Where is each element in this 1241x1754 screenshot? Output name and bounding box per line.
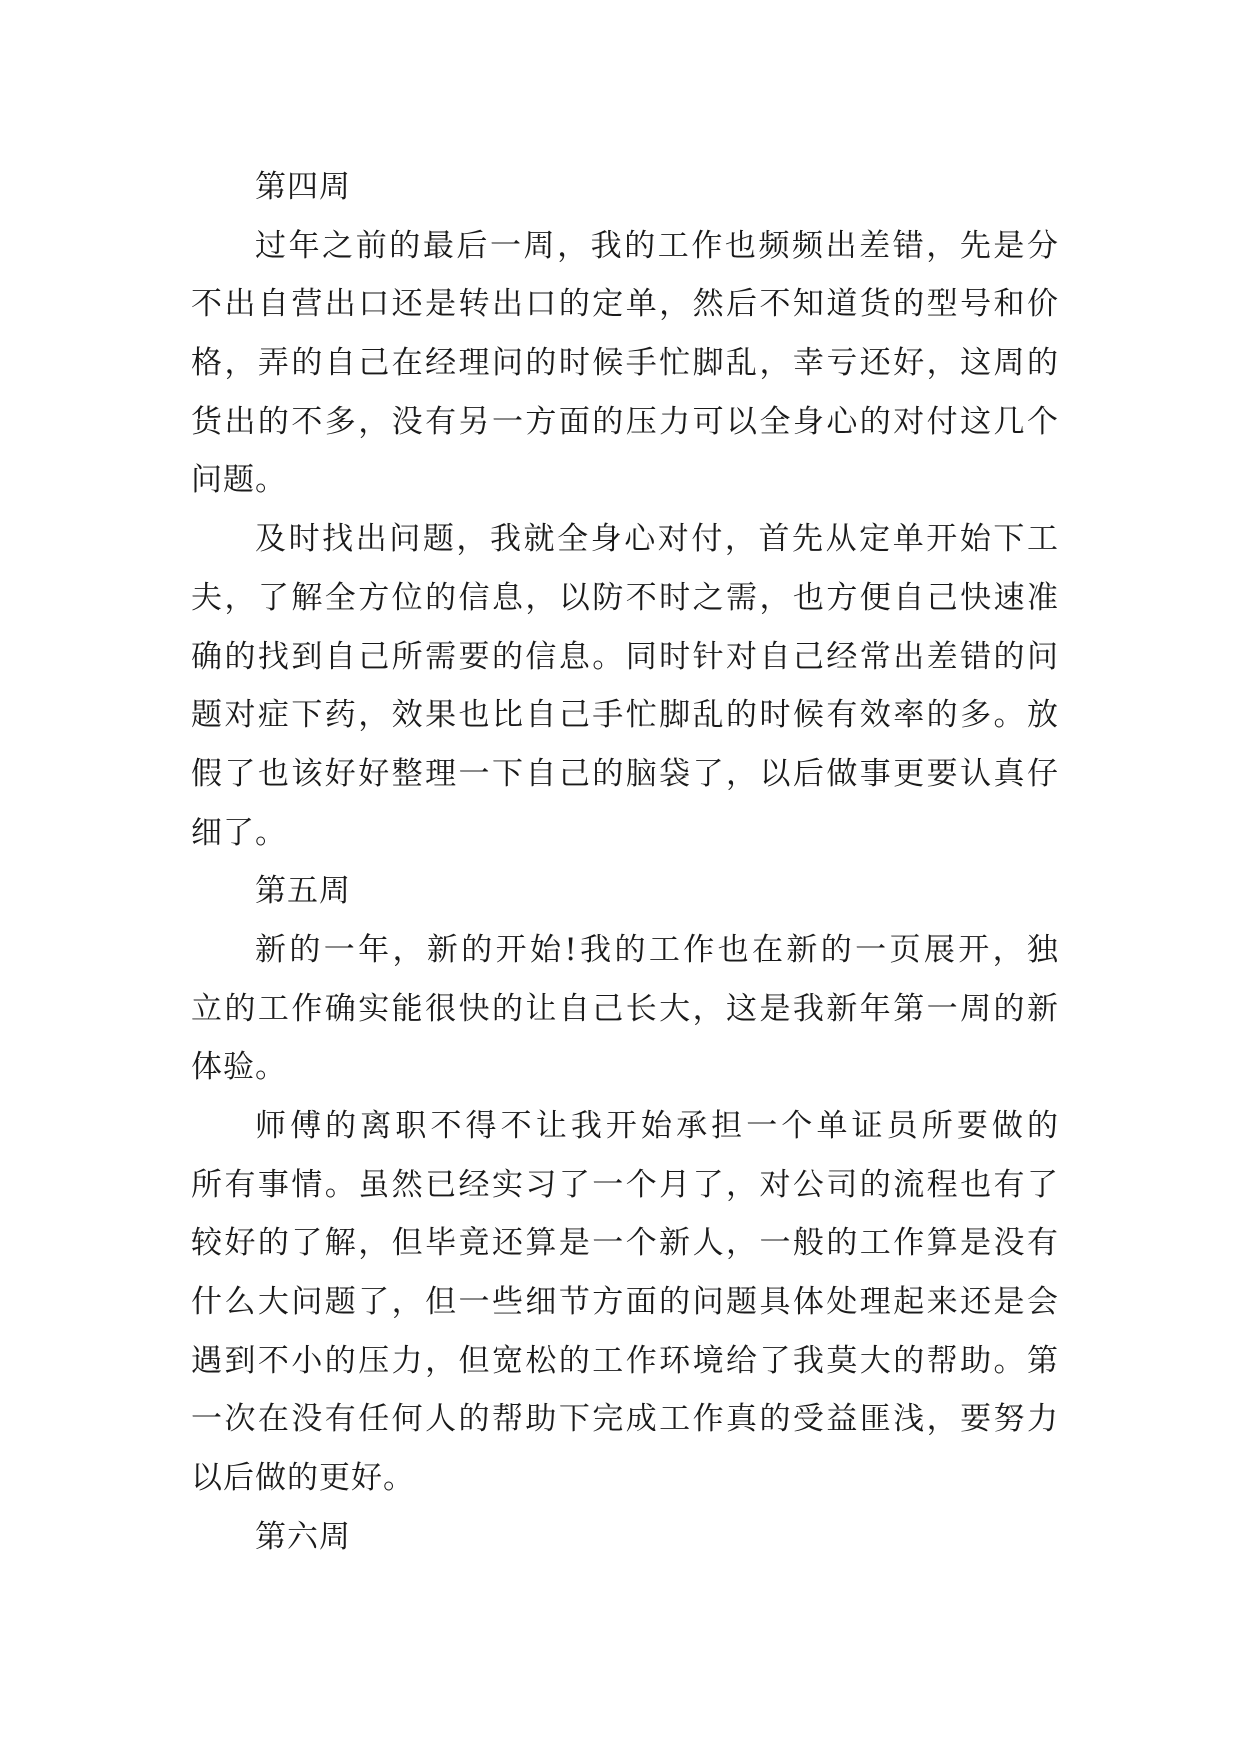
text-line: 货出的不多，没有另一方面的压力可以全身心的对付这几个 bbox=[191, 403, 1059, 440]
text-line: 问题。 bbox=[191, 462, 287, 499]
paragraph-week5-1 bbox=[191, 921, 1059, 1097]
text-line: 师傅的离职不得不让我开始承担一个单证员所要做的 bbox=[255, 1108, 1059, 1144]
text-line: 立的工作确实能很快的让自己长大，这是我新年第一周的新 bbox=[191, 990, 1059, 1027]
text-line: 遇到不小的压力，但宽松的工作环境给了我莫大的帮助。第 bbox=[191, 1342, 1059, 1379]
paragraph-week5-2 bbox=[191, 1097, 1059, 1508]
text-line: 一次在没有任何人的帮助下完成工作真的受益匪浅，要努力 bbox=[191, 1401, 1059, 1438]
text-line: 及时找出问题，我就全身心对付，首先从定单开始下工 bbox=[255, 521, 1059, 558]
text-line: 题对症下药，效果也比自己手忙脚乱的时候有效率的多。放 bbox=[191, 697, 1059, 734]
text-line: 假了也该好好整理一下自己的脑袋了，以后做事更要认真仔 bbox=[191, 755, 1059, 792]
text-line: 所有事情。虽然已经实习了一个月了，对公司的流程也有了 bbox=[191, 1166, 1059, 1203]
paragraph-week4-2 bbox=[191, 510, 1059, 862]
section-heading-week4: 第四周 bbox=[255, 169, 351, 205]
text-line: 较好的了解，但毕竟还算是一个新人，一般的工作算是没有 bbox=[191, 1225, 1059, 1262]
text-line: 体验。 bbox=[191, 1049, 287, 1086]
text-line: 格，弄的自己在经理问的时候手忙脚乱，幸亏还好，这周的 bbox=[191, 345, 1059, 382]
text-line: 不出自营出口还是转出口的定单，然后不知道货的型号和价 bbox=[191, 286, 1059, 323]
text-line: 以后做的更好。 bbox=[191, 1460, 415, 1497]
paragraph-week4-1 bbox=[191, 217, 1059, 510]
section-heading-week5: 第五周 bbox=[255, 873, 351, 910]
text-line: 什么大问题了，但一些细节方面的问题具体处理起来还是会 bbox=[191, 1284, 1059, 1321]
text-line: 细了。 bbox=[191, 814, 287, 851]
text-line: 过年之前的最后一周，我的工作也频频出差错，先是分 bbox=[255, 227, 1059, 264]
text-line: 新的一年，新的开始!我的工作也在新的一页展开，独 bbox=[255, 931, 1059, 968]
text-line: 夫，了解全方位的信息，以防不时之需，也方便自己快速准 bbox=[191, 579, 1059, 616]
text-line: 确的找到自己所需要的信息。同时针对自己经常出差错的问 bbox=[191, 638, 1059, 675]
document-body bbox=[191, 158, 1059, 1567]
section-heading-week6: 第六周 bbox=[255, 1518, 351, 1555]
